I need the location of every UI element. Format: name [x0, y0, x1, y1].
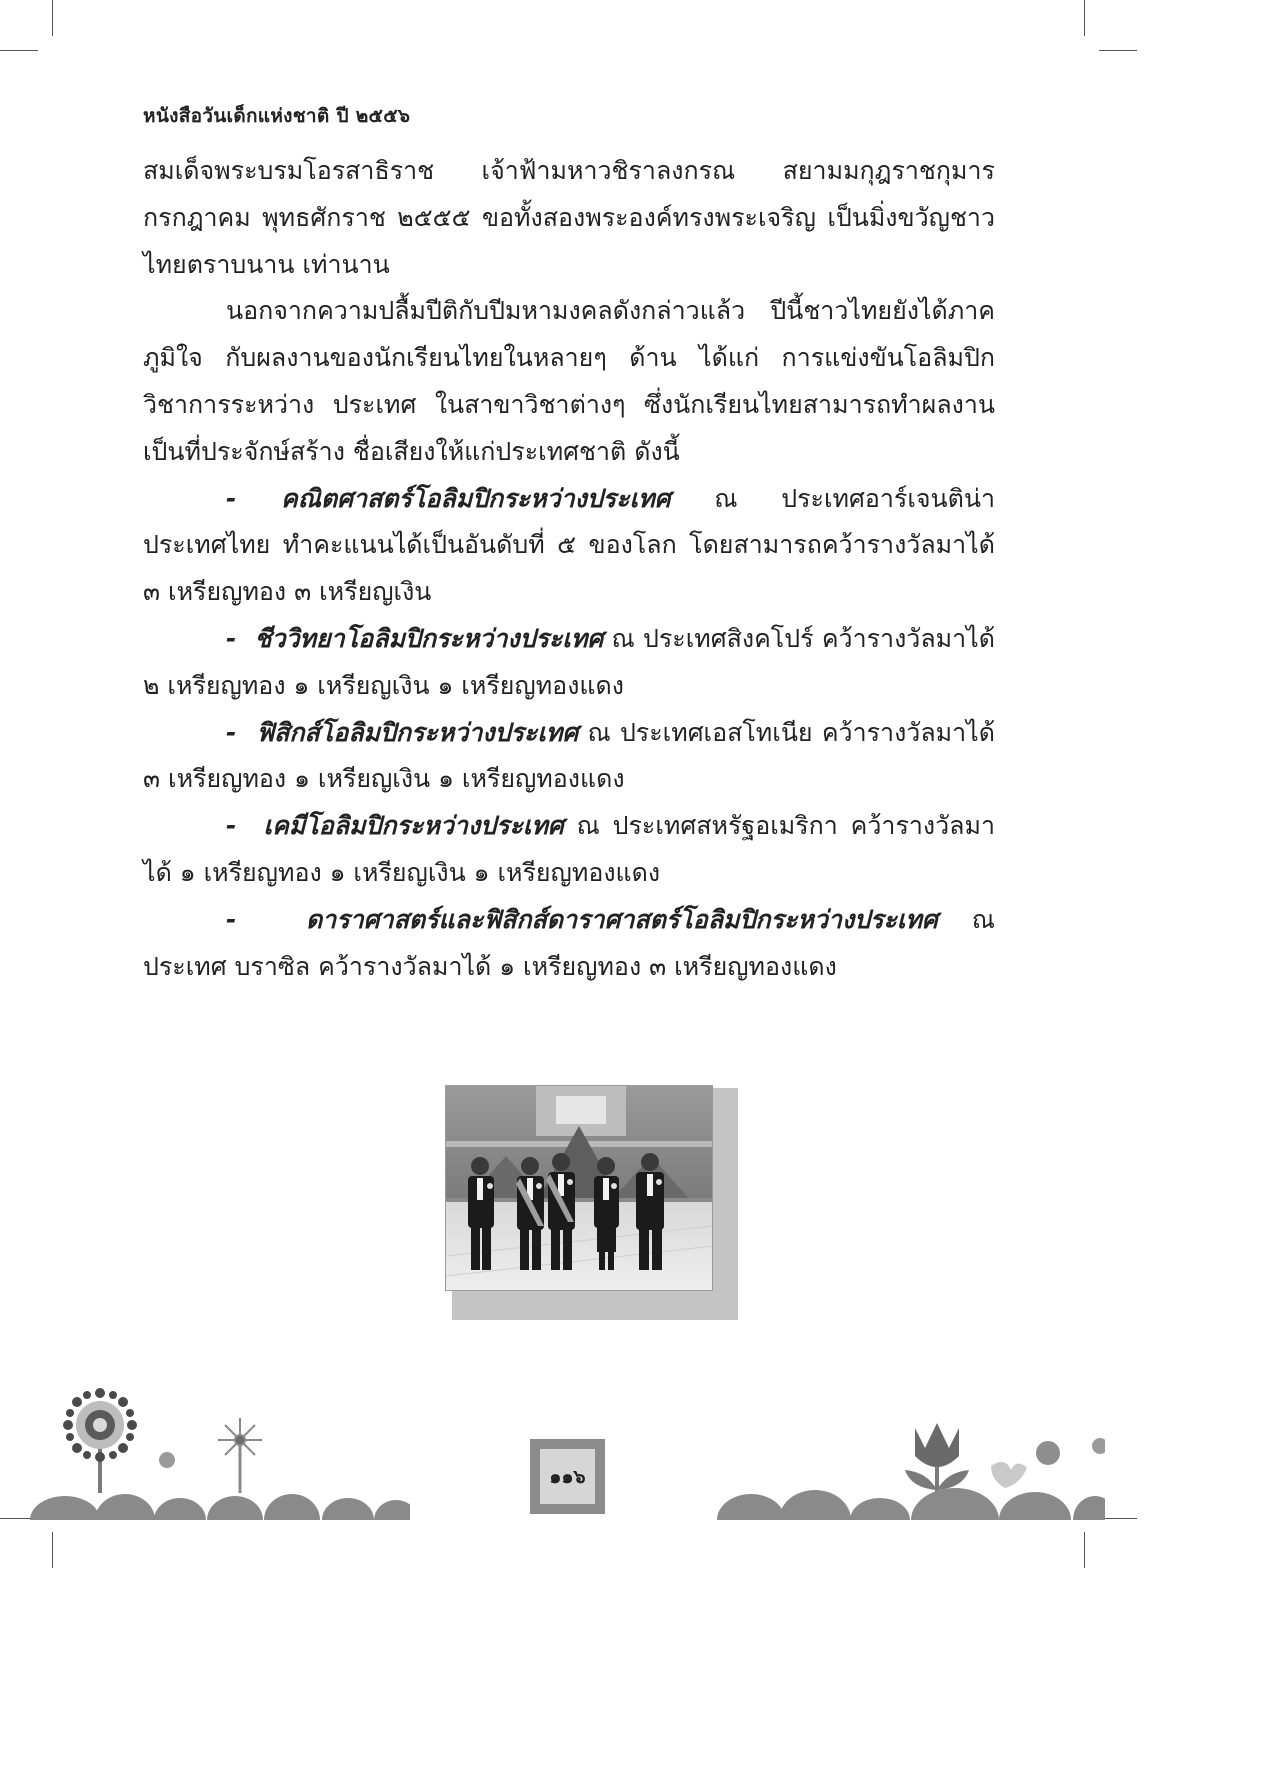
hills-icon	[717, 1488, 1105, 1520]
hills-icon	[30, 1494, 410, 1520]
page-number-badge	[530, 1439, 605, 1514]
olympiad-result: ณ ประเทศอาร์เจนติน่า ประเทศไทย ทำคะแนนได้เป็นอันดับที่ ๕ ของโลก โดยสามารถคว้ารางวัลมาได้ ๓ เหรียญทอง ๓ เหรียญเงิน	[143, 483, 995, 607]
crop-mark-top-left-v	[52, 0, 53, 36]
olympiad-result: ณ ประเทศ บราซิล คว้ารางวัลมาได้ ๑ เหรียญทอง ๓ เหรียญทองแดง	[143, 904, 995, 981]
list-dash: -	[226, 483, 237, 513]
list-item-astronomy-olympiad	[143, 897, 995, 991]
olympiad-result: ณ ประเทศสิงคโปร์ คว้ารางวัลมาได้ ๒ เหรียญทอง ๑ เหรียญเงิน ๑ เหรียญทองแดง	[143, 623, 995, 700]
heart-icon	[991, 1462, 1027, 1488]
dot-icon	[159, 1452, 175, 1468]
sunflower-icon	[63, 1388, 137, 1493]
crop-mark-top-right-h	[1099, 50, 1137, 51]
paragraph-intro: สมเด็จพระบรมโอรสาธิราช เจ้าฟ้ามหาวชิราลงกรณ สยามมกุฎราชกุมาร กรกฎาคม พุทธศักราช ๒๕๕๕ ขอทั้งสองพระองค์ทรงพระเจริญ เป็นมิ่งขวัญชาวไทยตราบนาน เท่านาน	[143, 156, 995, 279]
dot-icon	[1036, 1441, 1060, 1465]
crop-mark-top-right-v	[1084, 0, 1085, 36]
list-item-biology-olympiad	[143, 616, 995, 710]
group-photo	[445, 1085, 713, 1291]
olympiad-result: ณ ประเทศเอสโทเนีย คว้ารางวัลมาได้ ๓ เหรียญทอง ๑ เหรียญเงิน ๑ เหรียญทองแดง	[143, 717, 995, 794]
daisy-icon	[218, 1418, 262, 1493]
group-photo-image	[446, 1086, 712, 1290]
flower-decoration-left	[30, 1385, 410, 1520]
list-dash: -	[226, 811, 237, 841]
olympiad-title: เคมีโอลิมปิกระหว่างประเทศ	[263, 811, 564, 841]
list-dash: -	[226, 904, 237, 934]
list-dash: -	[226, 623, 237, 653]
paragraph-olympiad-intro: นอกจากความปลื้มปีติกับปีมหามงคลดังกล่าวแล้ว ปีนี้ชาวไทยยังได้ภาคภูมิใจ กับผลงานของนักเรียนไทยในหลายๆ ด้าน ได้แก่ การแข่งขันโอลิมปิกวิชาการระหว่าง ประเทศ ในสาขาวิชาต่างๆ ซึ่งนักเรียนไทยสามารถทำผลงานเป็นที่ประจักษ์สร้าง ชื่อเสียงให้แก่ประเทศชาติ ดังนี้	[143, 296, 995, 466]
list-dash: -	[226, 717, 237, 747]
crop-mark-top-left-h	[0, 50, 38, 51]
dot-icon	[1092, 1438, 1105, 1454]
flower-decoration-right	[715, 1418, 1105, 1520]
olympiad-title: ฟิสิกส์โอลิมปิกระหว่างประเทศ	[256, 717, 579, 747]
list-item-chemistry-olympiad	[143, 803, 995, 897]
crop-mark-bottom-right-v	[1084, 1532, 1085, 1568]
body-text	[143, 148, 995, 990]
olympiad-title: คณิตศาสตร์โอลิมปิกระหว่างประเทศ	[280, 483, 671, 513]
olympiad-result: ณ ประเทศสหรัฐอเมริกา คว้ารางวัลมาได้ ๑ เหรียญทอง ๑ เหรียญเงิน ๑ เหรียญทองแดง	[143, 811, 996, 887]
list-item-physics-olympiad	[143, 710, 995, 804]
crop-mark-bottom-left-v	[52, 1532, 53, 1568]
list-item-math-olympiad	[143, 476, 995, 616]
running-header: หนังสือวันเด็กแห่งชาติ ปี ๒๕๕๖	[143, 105, 411, 127]
olympiad-title: ดาราศาสตร์และฟิสิกส์ดาราศาสตร์โอลิมปิกระหว่างประเทศ	[305, 904, 938, 934]
page-number: ๑๑๖	[540, 1449, 595, 1504]
olympiad-title: ชีววิทยาโอลิมปิกระหว่างประเทศ	[254, 623, 604, 653]
